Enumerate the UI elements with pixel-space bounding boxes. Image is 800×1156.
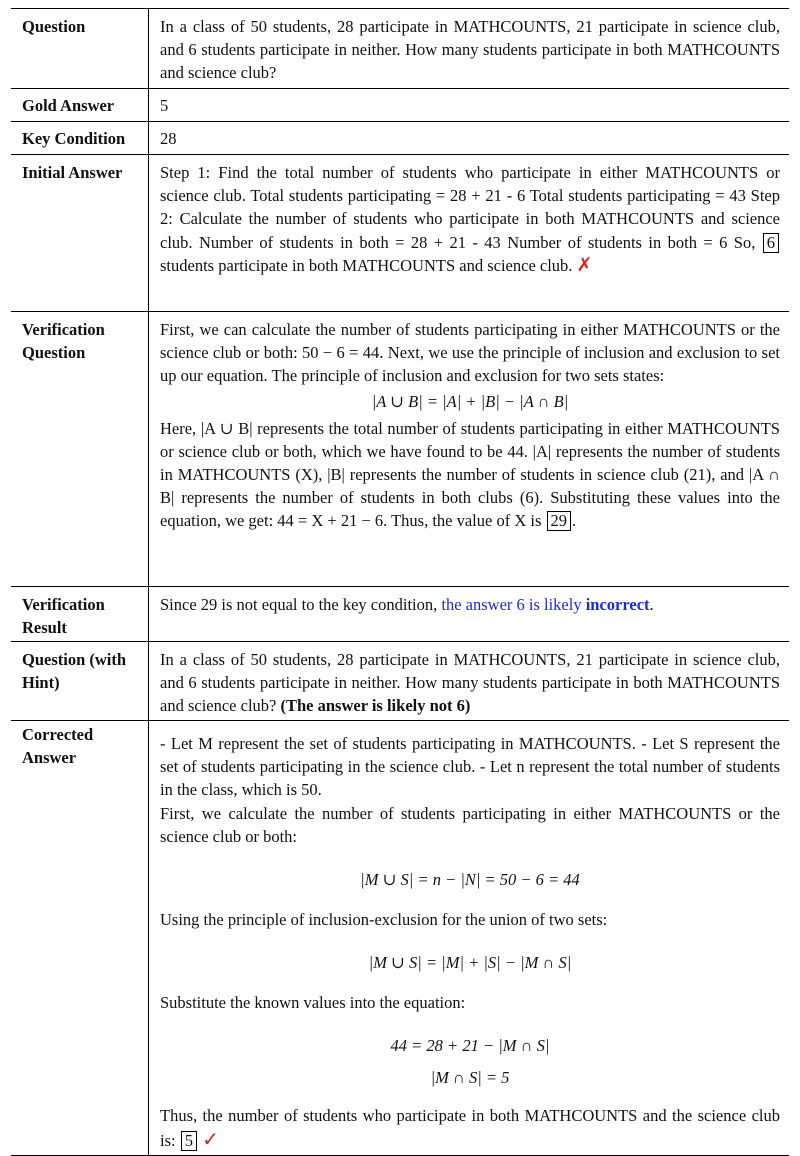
- column-divider: [148, 89, 149, 121]
- question-body: In a class of 50 students, 28 participate in MATHCOUNTS, 21 participate in science club, and 6 students participate in neither. How many students participate in both MATHCOUNTS and science club?: [160, 17, 780, 83]
- row-initial-answer: [11, 154, 789, 311]
- initial-answer-boxed: 6: [763, 233, 779, 253]
- column-divider: [148, 721, 149, 1155]
- label-verification-question: Verification Question: [22, 320, 105, 362]
- label-corrected-answer: Corrected Answer: [22, 725, 94, 767]
- corrected-boxed: 5: [181, 1131, 197, 1151]
- label-verification-result: Verification Result: [22, 595, 105, 637]
- question-hint-text: [160, 648, 780, 718]
- corrected-answer-text: [160, 732, 780, 1152]
- verification-question-p2: Here, |A ∪ B| represents the total number of students participating in either MATHCOUNTS or science club or both, which we have found to be 44. |A| represents the number of students in MATHCOUNTS (X), |B| represents the number of students in science club (21), and |A ∩ B| represents the number of students in both clubs (6). Substituting these values into the equation, we get: 44 = X + 21 − 6. Thus, the value of X is: [160, 418, 780, 531]
- question-hint-hint: (The answer is likely not 6): [280, 696, 471, 716]
- row-verification-result: [11, 586, 789, 641]
- label-initial-answer: Initial Answer: [22, 163, 123, 182]
- qa-table: [11, 8, 789, 1156]
- verification-result-text: [160, 593, 780, 616]
- question-hint-body: In a class of 50 students, 28 participate in MATHCOUNTS, 21 participate in science club, and 6 students participate in neither. How many students participate in both MATHCOUNTS and science club?: [160, 650, 780, 716]
- column-divider: [148, 587, 149, 641]
- column-divider: [148, 9, 149, 88]
- corrected-eq3: 44 = 28 + 21 − |M ∩ S|: [390, 1036, 550, 1056]
- corrected-p2: First, we calculate the number of students participating in either MATHCOUNTS or the science club or both:: [160, 803, 780, 846]
- corrected-p5: Thus, the number of students who participate in both MATHCOUNTS and the science club is:: [160, 1106, 780, 1150]
- initial-answer-text: [160, 161, 780, 277]
- verification-end: .: [572, 511, 577, 531]
- verification-result-end: .: [649, 595, 654, 614]
- label-question: Question: [22, 17, 86, 36]
- corrected-p3: Using the principle of inclusion-exclusion for the union of two sets:: [160, 910, 608, 930]
- corrected-eq1: |M ∪ S| = n − |N| = 50 − 6 = 44: [360, 870, 580, 890]
- initial-answer-tail: students participate in both MATHCOUNTS and science club.: [160, 255, 573, 275]
- corrected-p4: Substitute the known values into the equation:: [160, 993, 466, 1013]
- label-key-condition: Key Condition: [22, 129, 126, 148]
- check-mark-icon: ✓: [202, 1126, 219, 1151]
- question-text: [160, 15, 780, 85]
- row-corrected-answer: [11, 720, 789, 1155]
- column-divider: [148, 642, 149, 720]
- row-key-condition: [11, 121, 789, 154]
- verification-question-text: [160, 318, 780, 533]
- verification-result-prefix: Since 29 is not equal to the key condition,: [160, 595, 438, 614]
- corrected-p1: - Let M represent the set of students participating in MATHCOUNTS. - Let S represent the set of students participating in the science club. - Let n represent the total number of students in the class, which is 50.: [160, 734, 780, 800]
- row-verification-question: [11, 311, 789, 586]
- verification-boxed: 29: [547, 511, 572, 531]
- verification-equation: |A ∪ B| = |A| + |B| − |A ∩ B|: [371, 391, 569, 411]
- verification-result-incorrect: incorrect: [585, 595, 650, 614]
- row-question: [11, 9, 789, 88]
- label-gold-answer: Gold Answer: [22, 96, 115, 115]
- verification-result-blue: the answer 6 is likely: [441, 595, 582, 614]
- row-question-hint: [11, 641, 789, 720]
- column-divider: [148, 155, 149, 311]
- column-divider: [148, 312, 149, 586]
- key-condition-value: 28: [160, 129, 177, 148]
- label-question-hint: Question (with Hint): [22, 650, 127, 692]
- row-gold-answer: [11, 88, 789, 121]
- initial-answer-body: Step 1: Find the total number of students who participate in either MATHCOUNTS or science club. Total students participating = 28 + 21 - 6 Total students participating = 43 Step 2: Calculate the number of students who participate in both MATHCOUNTS and science club. Number of students in both = 28 + 21 - 43 Number of students in both = 6 So,: [160, 163, 780, 252]
- corrected-eq4: |M ∩ S| = 5: [430, 1068, 510, 1088]
- cross-mark-icon: ✗: [576, 253, 593, 276]
- verification-question-p1: First, we can calculate the number of students participating in either MATHCOUNTS or the science club or both: 50 − 6 = 44. Next, we use the principle of inclusion and exclusion to set up our equation. The principle of inclusion and exclusion for two sets states:: [160, 320, 780, 386]
- corrected-eq2: |M ∪ S| = |M| + |S| − |M ∩ S|: [368, 953, 572, 973]
- gold-answer-value: 5: [160, 96, 169, 115]
- column-divider: [148, 122, 149, 154]
